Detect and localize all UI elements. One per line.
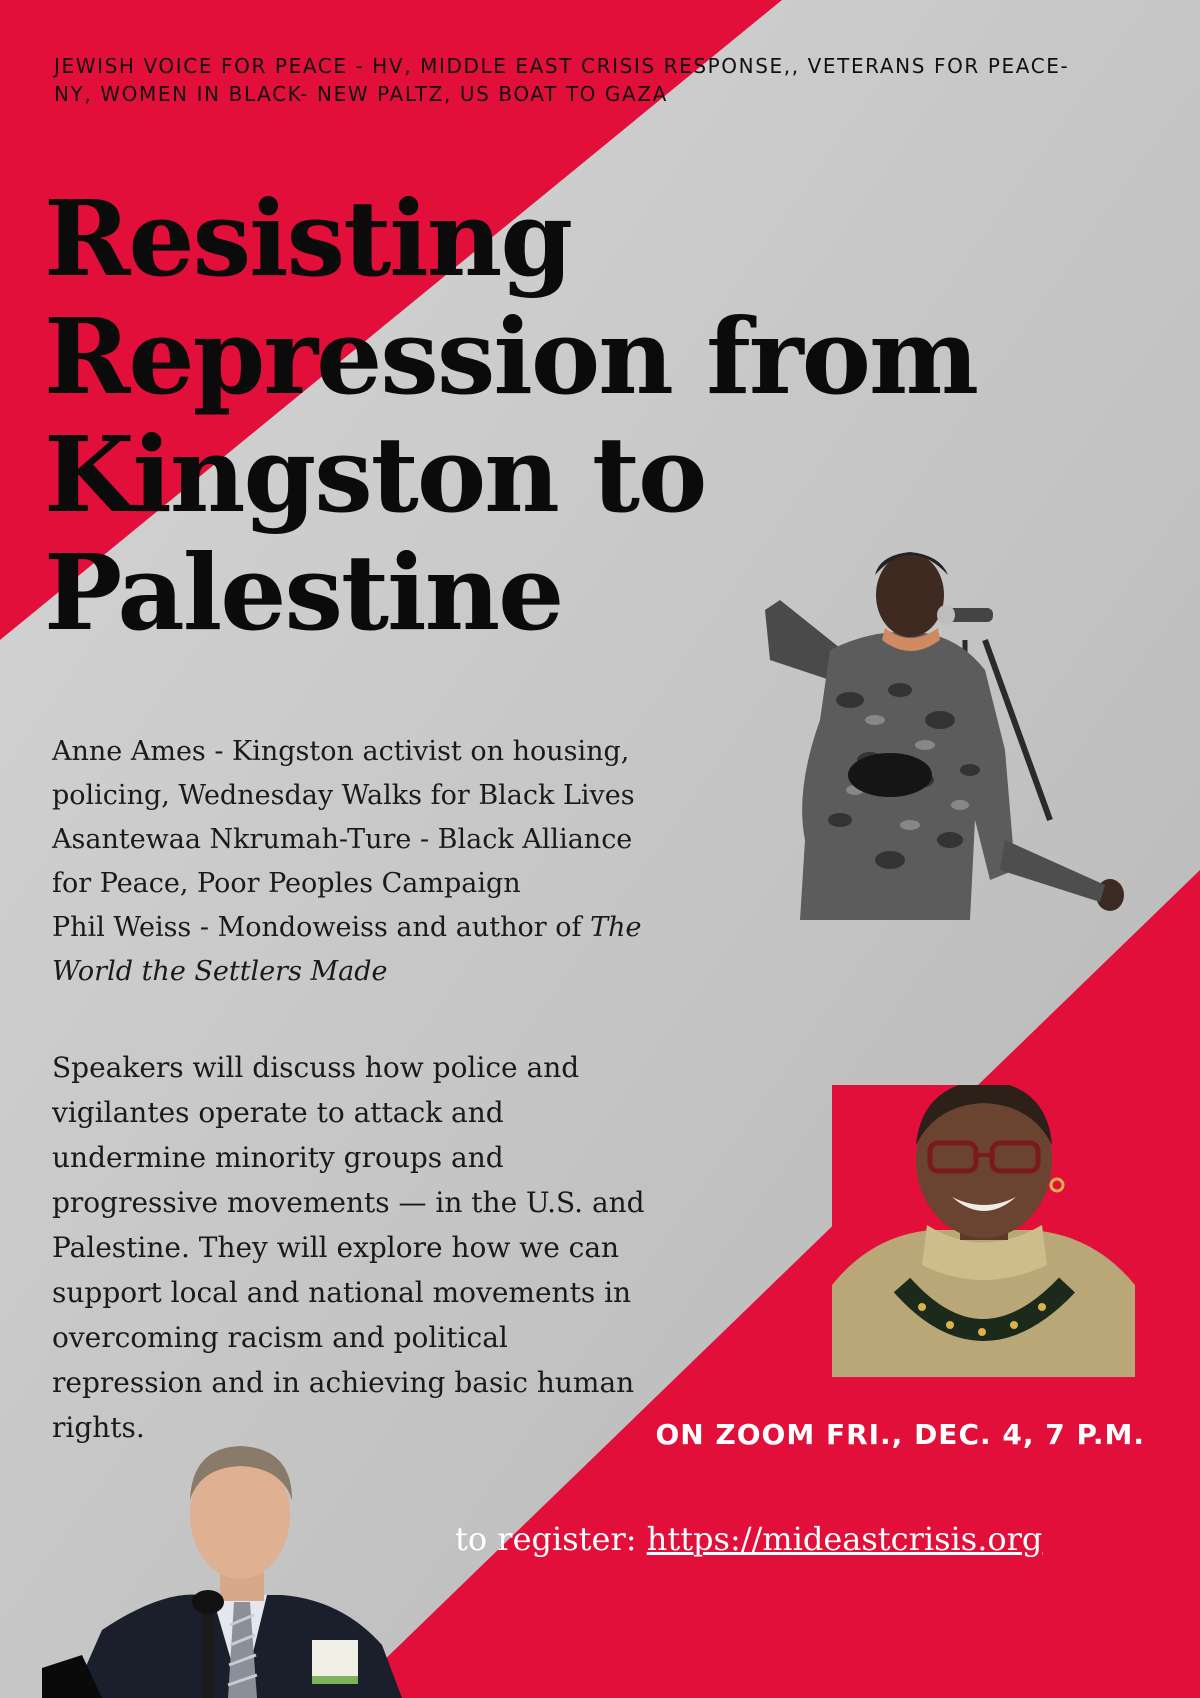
description-line: Palestine. They will explore how we can [52, 1231, 620, 1264]
speaker-line: Anne Ames - Kingston activist on housing, [52, 736, 630, 767]
title-line-2: Repression from [44, 295, 978, 418]
register-label: to register: [455, 1520, 647, 1558]
speaker-photo-anne-ames [760, 540, 1130, 920]
event-date-time: ON ZOOM FRI., DEC. 4, 7 P.M. [655, 1418, 1145, 1451]
speaker-line: policing, Wednesday Walks for Black Lives [52, 780, 635, 811]
description-line: support local and national movements in [52, 1276, 632, 1309]
title-line-3: Kingston to [44, 413, 706, 536]
speaker-list [52, 730, 712, 994]
speaker-photo-asantewaa [832, 1085, 1135, 1377]
title-line-4: Palestine [44, 531, 563, 654]
description-line: progressive movements — in the U.S. and [52, 1186, 645, 1219]
speaker-line: Asantewaa Nkrumah-Ture - Black Alliance [52, 824, 633, 855]
speaker-line [52, 950, 712, 994]
description-line: Speakers will discuss how police and [52, 1051, 580, 1084]
description-line: undermine minority groups and [52, 1141, 504, 1174]
speaker-line-text: Phil Weiss - Mondoweiss and author of [52, 912, 591, 943]
register-link[interactable]: https://mideastcrisis.org [646, 1520, 1043, 1558]
book-title-part-1: The [590, 912, 642, 943]
description-line: overcoming racism and political [52, 1321, 508, 1354]
registration-line [455, 1520, 1095, 1558]
description-line: rights. [52, 1411, 145, 1444]
organizer-list: JEWISH VOICE FOR PEACE - HV, MIDDLE EAST CRISIS RESPONSE,, VETERANS FOR PEACE-NY, WOMEN IN BLACK- NEW PALTZ, US BOAT TO GAZA [54, 54, 1070, 106]
speaker-line: for Peace, Poor Peoples Campaign [52, 868, 521, 899]
title-line-1: Resisting [44, 177, 572, 300]
description-line: repression and in achieving basic human [52, 1366, 635, 1399]
event-description [52, 1045, 712, 1450]
speaker-photo-phil-weiss [42, 1430, 414, 1698]
speaker-line [52, 906, 712, 950]
description-line: vigilantes operate to attack and [52, 1096, 504, 1129]
book-title-part-2: World the Settlers Made [52, 956, 388, 987]
